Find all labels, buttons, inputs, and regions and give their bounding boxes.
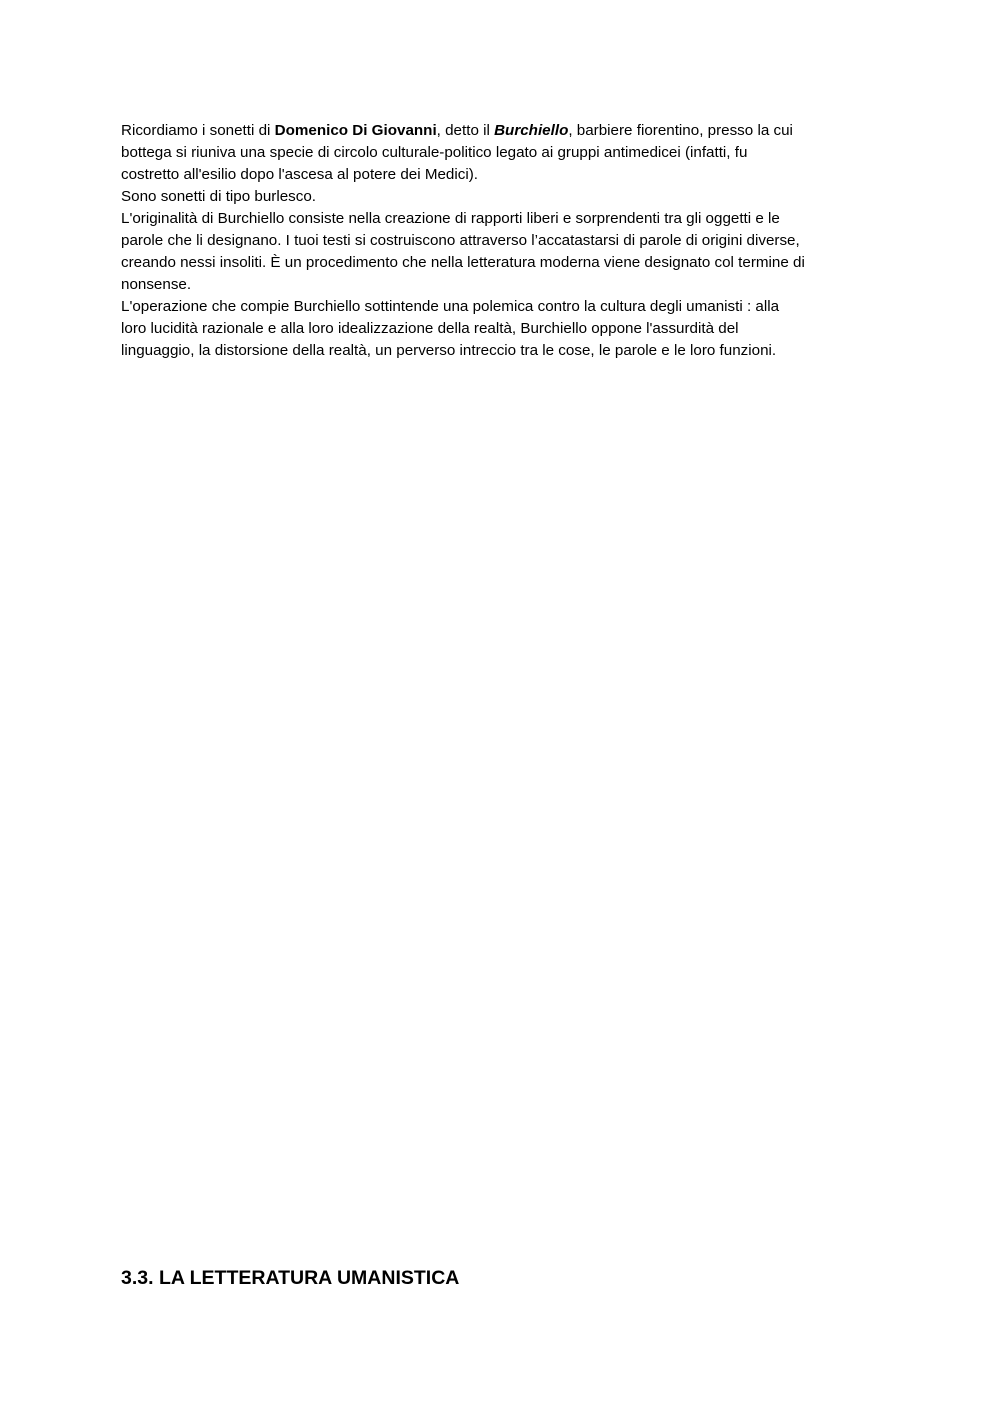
document-body: [121, 120, 891, 362]
text-line: loro lucidità razionale e alla loro idealizzazione della realtà, Burchiello oppone l'assurdità del: [121, 320, 739, 337]
text-line: linguaggio, la distorsione della realtà, un perverso intreccio tra le cose, le parole e le loro funzioni.: [121, 342, 777, 359]
text-run: , barbiere fiorentino, presso la cui: [568, 122, 793, 139]
text-line: [121, 120, 891, 142]
author-name: Domenico Di Giovanni: [274, 122, 437, 139]
text-line: bottega si riuniva una specie di circolo culturale-politico legato ai gruppi antimedicei (infatti, fu: [121, 144, 748, 161]
text-line: Sono sonetti di tipo burlesco.: [121, 188, 317, 205]
text-run: Ricordiamo i sonetti di: [121, 122, 275, 139]
text-run: , detto il: [436, 122, 495, 139]
paragraph-burchiello-intro: [121, 120, 891, 186]
text-line: parole che li designano. I tuoi testi si costruiscono attraverso l’accatastarsi di parole di origini diverse,: [121, 232, 800, 249]
paragraph-polemic: [121, 296, 891, 362]
section-heading: 3.3. LA LETTERATURA UMANISTICA: [121, 1267, 460, 1289]
text-line: L'originalità di Burchiello consiste nella creazione di rapporti liberi e sorprendenti tra gli oggetti e le: [121, 210, 780, 227]
text-line: L'operazione che compie Burchiello sottintende una polemica contro la cultura degli umanisti : alla: [121, 298, 780, 315]
text-line: creando nessi insoliti. È un procedimento che nella letteratura moderna viene designato col termine di: [121, 254, 805, 271]
author-nickname: Burchiello: [494, 122, 569, 139]
text-line: nonsense.: [121, 276, 192, 293]
paragraph-originality: [121, 208, 891, 296]
paragraph-sonnet-type: [121, 186, 891, 208]
text-line: costretto all'esilio dopo l'ascesa al potere dei Medici).: [121, 166, 478, 183]
